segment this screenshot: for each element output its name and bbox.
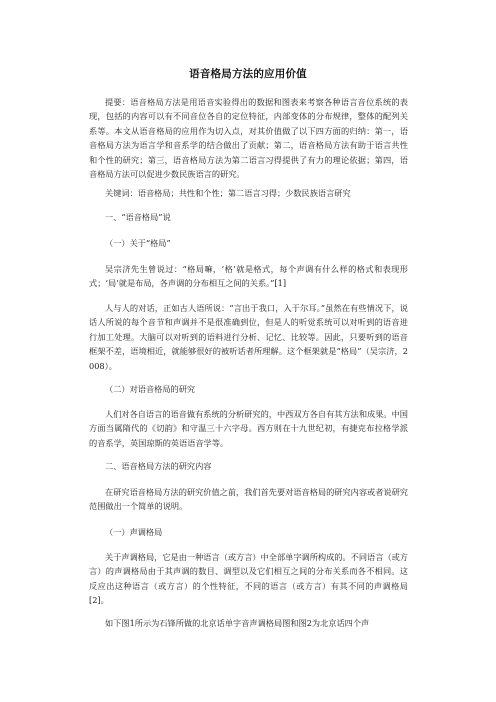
paragraph-history: 人们对各自语言的语音做有系统的分析研究的，中西双方各自有其方法和成果。中国方面当属隋代的《切韵》和守温三十六字母。西方则在十九世纪初，有捷克布拉格学派的音系学，英国琼斯的英语语音学等。 [89, 409, 408, 448]
abstract-paragraph: 提要：语音格局方法是用语音实验得出的数据和图表来考察各种语言音位系统的表现，包括的内容可以有不同音位各自的定位特征，内部变体的分布规律，整体的配列关系等。本文从语音格局的应用作为切入点，对其价值做了以下四方面的归纳：第一，语音格局方法为语言学和音系学的结合做出了贡献；第二，语音格局方法有助于语言共性和个性的研究；第三，语音格局方法为第二语言习得提供了有力的理论依据；第四，语音格局方法可以促进少数民族语言的研究。 [89, 97, 408, 180]
paragraph-scope: 在研究语音格局方法的研究价值之前，我们首先要对语音格局的研究内容或者说研究范围做出一个简单的说明。 [89, 487, 408, 512]
subsection-3-heading: （一）声调格局 [105, 527, 163, 537]
document-title: 语音格局方法的应用价值 [189, 68, 307, 80]
section-2-heading: 二、语音格局方法的研究内容 [105, 461, 212, 471]
section-1-heading: 一、“语音格局”说 [105, 212, 171, 222]
paragraph-tone-pattern: 关于声调格局，它是由一种语言（或方言）中全部单字调所构成的。不同语言（或方言）的声调格局由于其声调的数目、调型以及它们相互之间的分布关系而各不相同。这反应出这种语言（或方言）的个性特征，不同的语言（或方言）有其不同的声调格局[2]。 [89, 552, 408, 606]
keywords-line: 关键词：语音格局；共性和个性；第二语言习得；少数民族语言研究 [105, 188, 351, 198]
paragraph-quote: 吴宗济先生曾说过：“格局嘛，‘格’就是格式，每个声调有什么样的格式和表现形式；‘局’就是布局，各声调的分布相互之间的关系。”[1] [89, 264, 408, 289]
subsection-1-heading: （一）关于“格局” [105, 238, 171, 248]
paragraph-figure-intro: 如下图1所示为石锋所做的北京话单字音声调格局图和图2为北京话四个声 [105, 618, 370, 628]
paragraph-dialogue: 人与人的对话，正如古人语所说：“言出于我口，入于尔耳。”虽然在有些情况下，说话人所说的每个音节和声调并不是很准确到位，但是人的听觉系统可以对听到的语音进行加工处理。大脑可以对听到的语料进行分析、记忆、比较等。因此，只要听到的语音框架不差，语境相近，就能够很好的被听话者所理解。这个框架就是“格局”（吴宗济，2008）。 [89, 303, 408, 371]
subsection-2-heading: （二）对语音格局的研究 [105, 384, 196, 394]
